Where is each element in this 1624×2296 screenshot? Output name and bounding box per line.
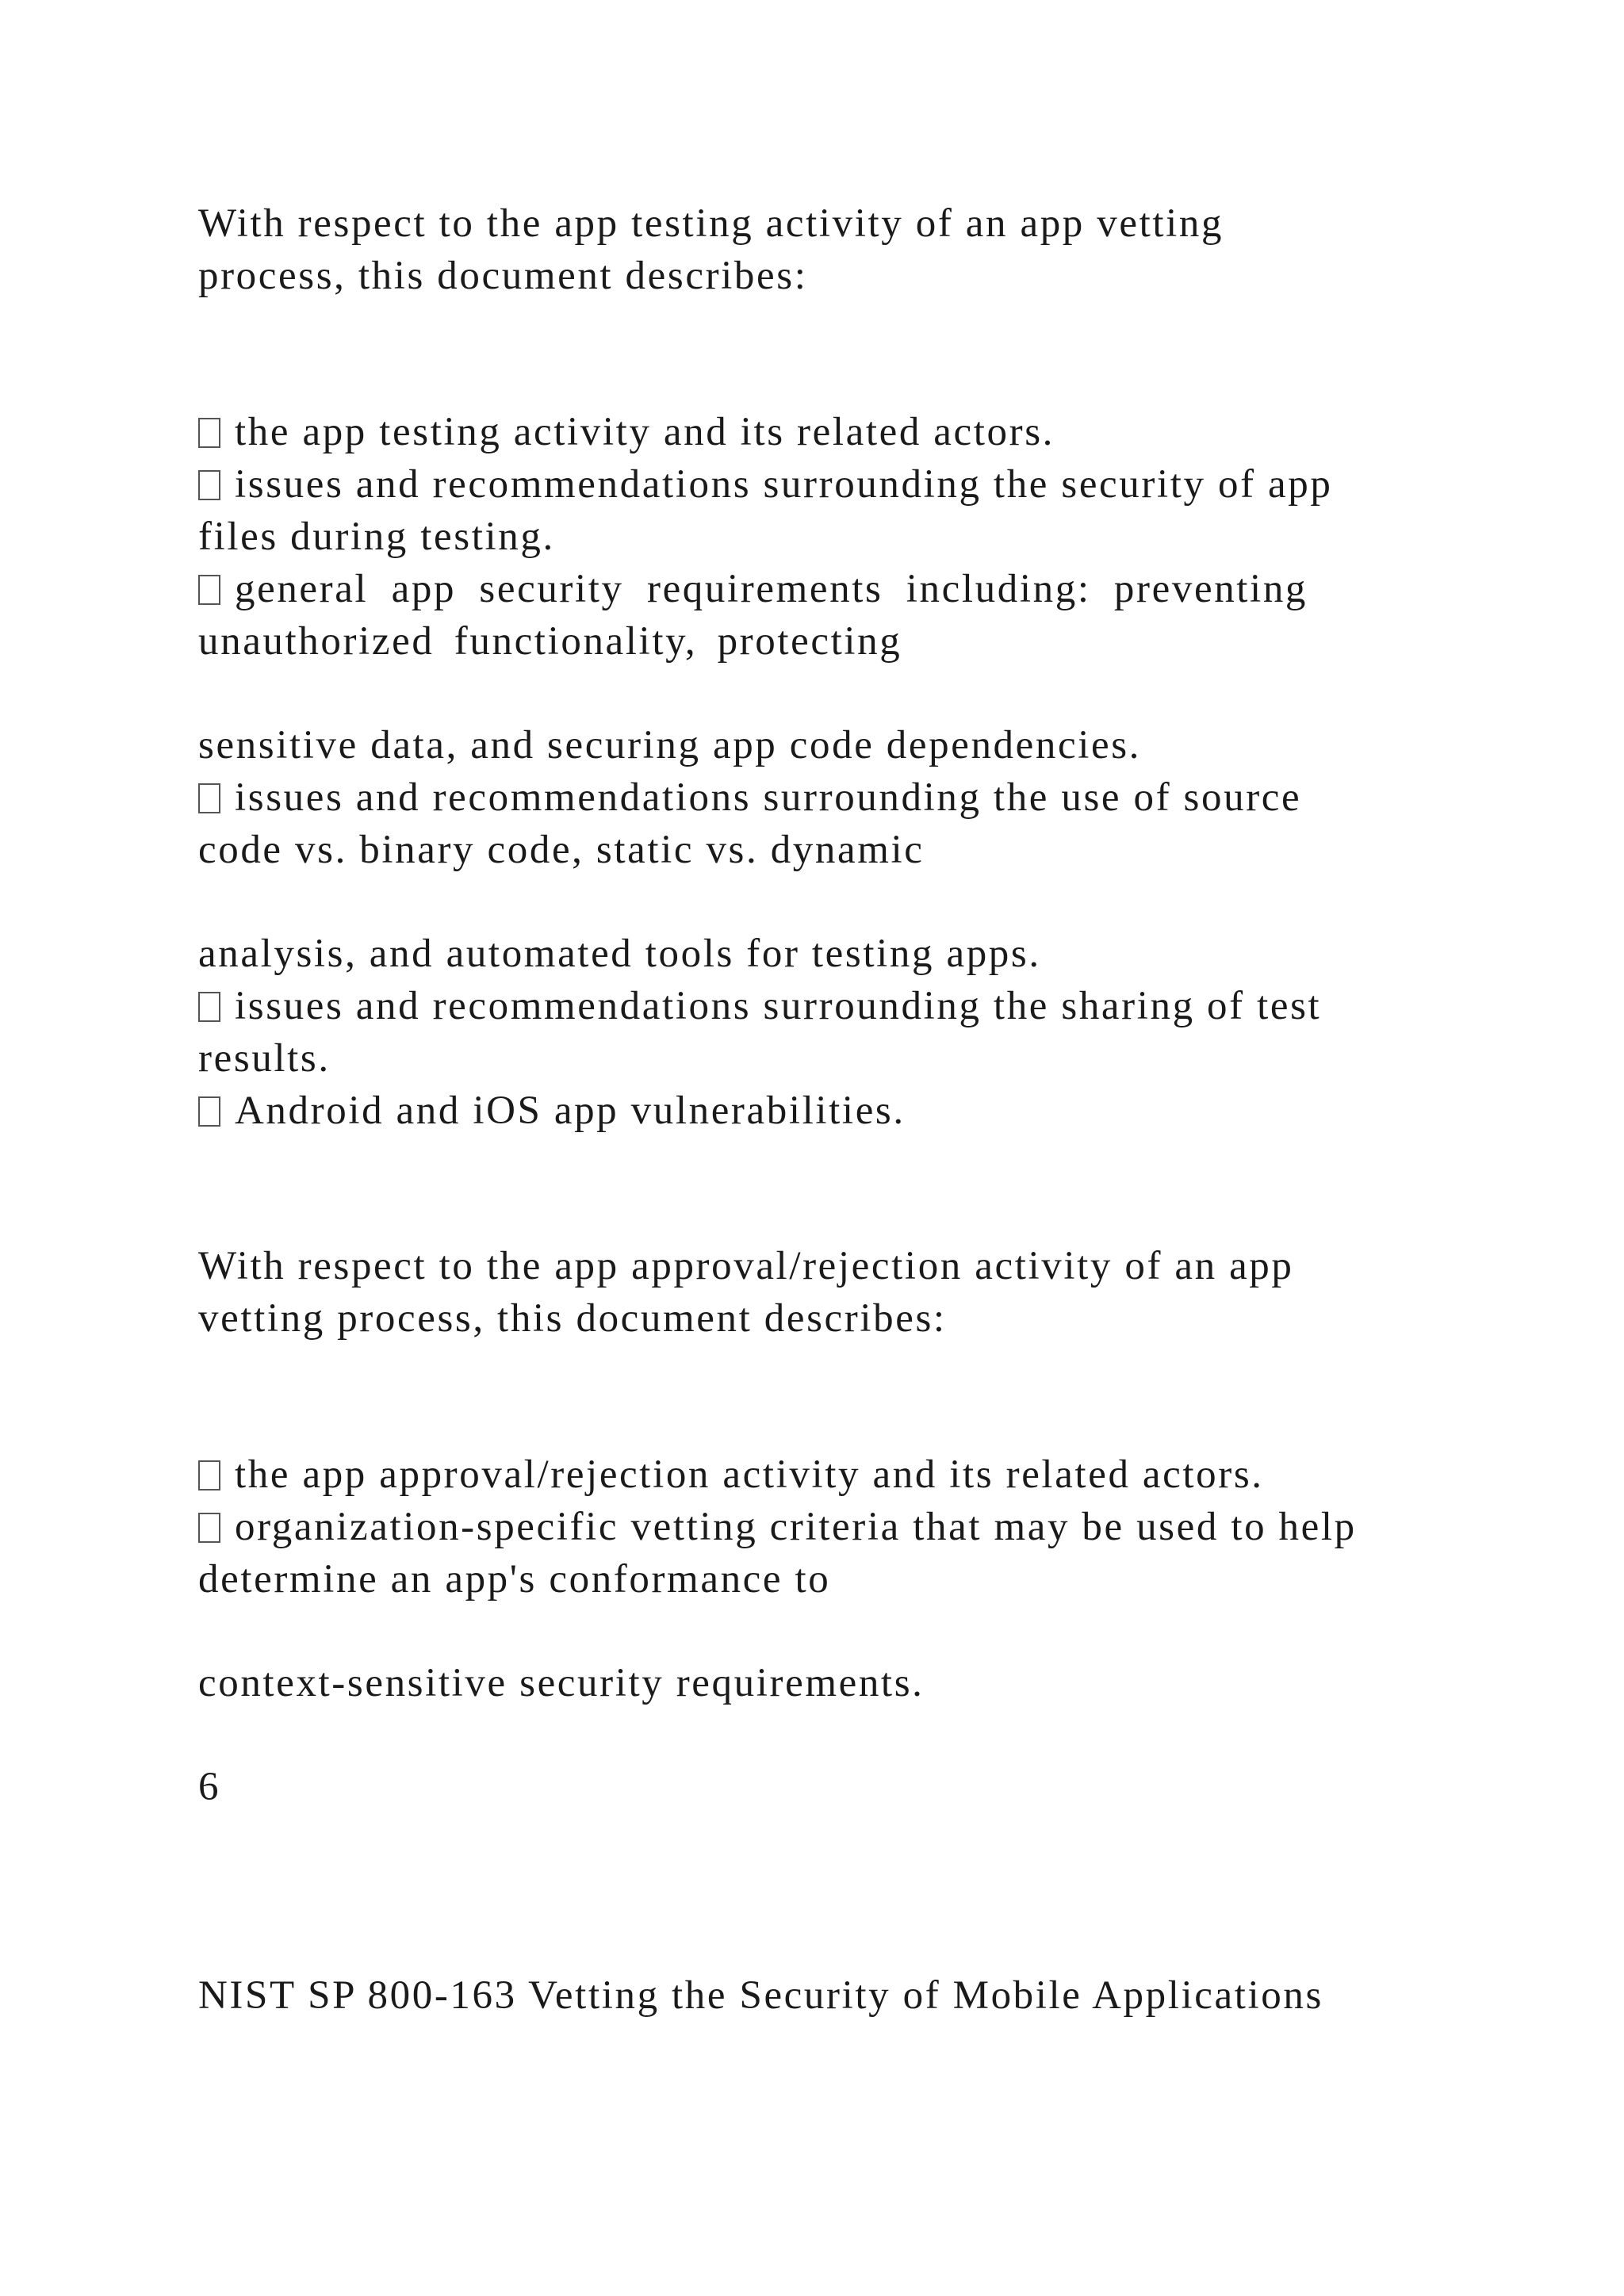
testing-bullet-3-cont2: sensitive data, and securing app code dependencies. <box>198 723 1142 767</box>
testing-bullet-6 <box>198 1085 906 1136</box>
bullet-text: issues and recommendations surrounding the security of app <box>235 462 1333 507</box>
testing-bullet-2 <box>198 459 1332 510</box>
testing-bullet-5 <box>198 981 1321 1031</box>
bullet-icon <box>198 783 220 813</box>
testing-bullet-2-cont: files during testing. <box>198 515 555 559</box>
testing-bullet-5-cont: results. <box>198 1036 331 1081</box>
bullet-text: the app testing activity and its related actors. <box>235 410 1055 454</box>
bullet-icon <box>198 470 220 500</box>
page-number: 6 <box>198 1765 221 1809</box>
approval-intro-line-1: With respect to the app approval/rejection activity of an app <box>198 1244 1294 1288</box>
bullet-text: issues and recommendations surrounding the sharing of test <box>235 984 1322 1028</box>
testing-bullet-3 <box>198 564 1308 614</box>
approval-intro-line-2: vetting process, this document describes: <box>198 1296 947 1341</box>
approval-bullet-1 <box>198 1449 1264 1500</box>
bullet-icon <box>198 575 220 605</box>
bullet-icon <box>198 1096 220 1127</box>
bullet-icon <box>198 418 220 448</box>
bullet-text: the app approval/rejection activity and its related actors. <box>235 1452 1264 1497</box>
testing-bullet-4-cont2: analysis, and automated tools for testing apps. <box>198 932 1041 976</box>
bullet-icon <box>198 992 220 1022</box>
bullet-text: organization-specific vetting criteria that may be used to help <box>235 1505 1357 1549</box>
bullet-text: Android and iOS app vulnerabilities. <box>235 1089 906 1133</box>
approval-bullet-2 <box>198 1502 1357 1552</box>
bullet-icon <box>198 1513 220 1543</box>
bullet-icon <box>198 1460 220 1490</box>
testing-bullet-4-cont: code vs. binary code, static vs. dynamic <box>198 828 925 872</box>
testing-intro-line-1: With respect to the app testing activity of an app vetting <box>198 201 1224 246</box>
testing-bullet-1 <box>198 407 1055 457</box>
approval-bullet-2-cont: determine an app's conformance to <box>198 1557 831 1601</box>
testing-bullet-4 <box>198 772 1301 823</box>
bullet-text: general app security requirements including: preventing <box>235 567 1308 611</box>
approval-bullet-2-cont2: context-sensitive security requirements. <box>198 1661 925 1705</box>
testing-intro-line-2: process, this document describes: <box>198 254 808 298</box>
bullet-text: issues and recommendations surrounding the use of source <box>235 775 1302 820</box>
testing-bullet-3-cont: unauthorized functionality, protecting <box>198 619 902 664</box>
footer-title: NIST SP 800-163 Vetting the Security of Mobile Applications <box>198 1973 1323 2018</box>
